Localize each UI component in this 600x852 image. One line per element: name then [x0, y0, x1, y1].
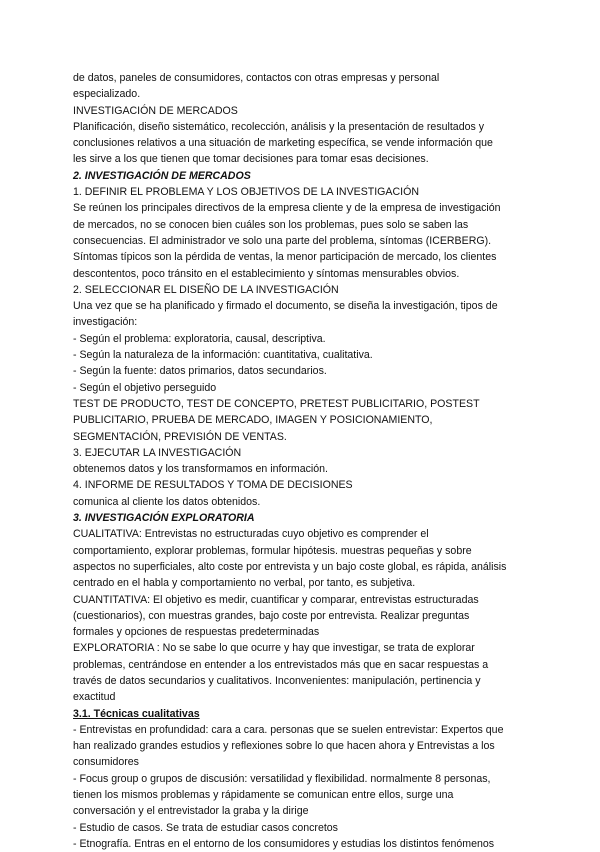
text-line: Planificación, diseño sistemático, recolección, análisis y la presentación de resultados y: [73, 120, 485, 133]
text-line: - Entrevistas en profundidad: cara a cara. personas que se suelen entrevistar: Expertos que: [73, 723, 504, 736]
text-line: - Según la fuente: datos primarios, datos secundarios.: [73, 365, 327, 378]
text-line: centrado en el habla y comportamiento no verbal, por tanto, es subjetiva.: [73, 577, 416, 590]
text-line: obtenemos datos y los transformamos en información.: [73, 463, 328, 476]
text-line: CUALITATIVA: Entrevistas no estructuradas cuyo objetivo es comprender el: [73, 528, 429, 541]
text-line: de mercados, no se conocen bien cuáles son los problemas, pues solo se saben las: [73, 218, 469, 231]
text-line: través de datos secundarios y cualitativos. Inconvenientes: manipulación, pertinencia y: [73, 674, 481, 687]
text-line: consecuencias. El administrador ve solo una parte del problema, síntomas (ICERBERG).: [73, 234, 492, 247]
text-line: investigación:: [73, 316, 138, 329]
text-line: 4. INFORME DE RESULTADOS Y TOMA DE DECISIONES: [73, 479, 353, 492]
text-line: consumidores: [73, 756, 139, 769]
text-line: conclusiones relativos a una situación de marketing específica, se vende información que: [73, 137, 493, 150]
text-line: problemas, centrándose en entender a los entrevistados más que en sacar respuestas a: [73, 658, 489, 671]
text-line: comportamiento, explorar problemas, formular hipótesis. muestras pequeñas y sobre: [73, 544, 472, 557]
text-line: formales y opciones de respuestas predeterminadas: [73, 626, 320, 639]
text-line: EXPLORATORIA : No se sabe lo que ocurre y hay que investigar, se trata de explorar: [73, 642, 475, 655]
document-body: [73, 70, 533, 852]
text-line: les sirve a los que tienen que tomar decisiones para tomar esas decisiones.: [73, 153, 429, 166]
text-line: TEST DE PRODUCTO, TEST DE CONCEPTO, PRETEST PUBLICITARIO, POSTEST: [73, 397, 480, 410]
text-line: - Etnografía. Entras en el entorno de los consumidores y estudias los distintos fenómenos: [73, 837, 495, 850]
text-line: aspectos no superficiales, alto coste por entrevista y un bajo coste global, es rápida, análisis: [73, 560, 507, 573]
text-line: comunica al cliente los datos obtenidos.: [73, 495, 261, 508]
text-line: - Según el problema: exploratoria, causal, descriptiva.: [73, 332, 326, 345]
text-line: Se reúnen los principales directivos de la empresa cliente y de la empresa de investigación: [73, 202, 501, 215]
text-line: conversación y el entrevistador la graba y la dirige: [73, 805, 309, 818]
text-line: de datos, paneles de consumidores, contactos con otras empresas y personal: [73, 72, 440, 84]
text-line: han realizado grandes estudios y reflexiones sobre lo que hacen ahora y Entrevistas a los: [73, 740, 495, 753]
text-line: 2. SELECCIONAR EL DISEÑO DE LA INVESTIGACIÓN: [73, 283, 339, 296]
text-line: 1. DEFINIR EL PROBLEMA Y LOS OBJETIVOS DE LA INVESTIGACIÓN: [73, 186, 419, 199]
text-line: - Según el objetivo perseguido: [73, 381, 217, 394]
text-line: - Focus group o grupos de discusión: versatilidad y flexibilidad. normalmente 8 personas,: [73, 772, 491, 785]
text-line: Síntomas típicos son la pérdida de ventas, la menor participación de mercado, los clientes: [73, 251, 497, 264]
text-line: - Según la naturaleza de la información: cuantitativa, cualitativa.: [73, 349, 373, 362]
text-line: INVESTIGACIÓN DE MERCADOS: [73, 104, 238, 117]
text-line: 3. EJECUTAR LA INVESTIGACIÓN: [73, 446, 242, 459]
text-line: especializado.: [73, 88, 141, 101]
text-line: tienen los mismos problemas y rápidamente se comunican entre ellos, surge una: [73, 789, 454, 802]
text-line: - Estudio de casos. Se trata de estudiar casos concretos: [73, 821, 338, 834]
text-line: Una vez que se ha planificado y firmado el documento, se diseña la investigación, tipos de: [73, 300, 498, 313]
section-heading: 3.1. Técnicas cualitativas: [73, 707, 200, 720]
text-line: descontentos, poco tránsito en el establecimiento y síntomas mensurables obvios.: [73, 267, 460, 280]
text-line: exactitud: [73, 691, 116, 704]
section-heading: 3. INVESTIGACIÓN EXPLORATORIA: [73, 512, 255, 525]
section-heading: 2. INVESTIGACIÓN DE MERCADOS: [73, 169, 251, 182]
text-line: (cuestionarios), con muestras grandes, bajo coste por entrevista. Realizar preguntas: [73, 609, 470, 622]
text-line: SEGMENTACIÓN, PREVISIÓN DE VENTAS.: [73, 430, 287, 443]
text-line: PUBLICITARIO, PRUEBA DE MERCADO, IMAGEN Y POSICIONAMIENTO,: [73, 414, 433, 427]
text-line: CUANTITATIVA: El objetivo es medir, cuantificar y comparar, entrevistas estructuradas: [73, 593, 479, 606]
